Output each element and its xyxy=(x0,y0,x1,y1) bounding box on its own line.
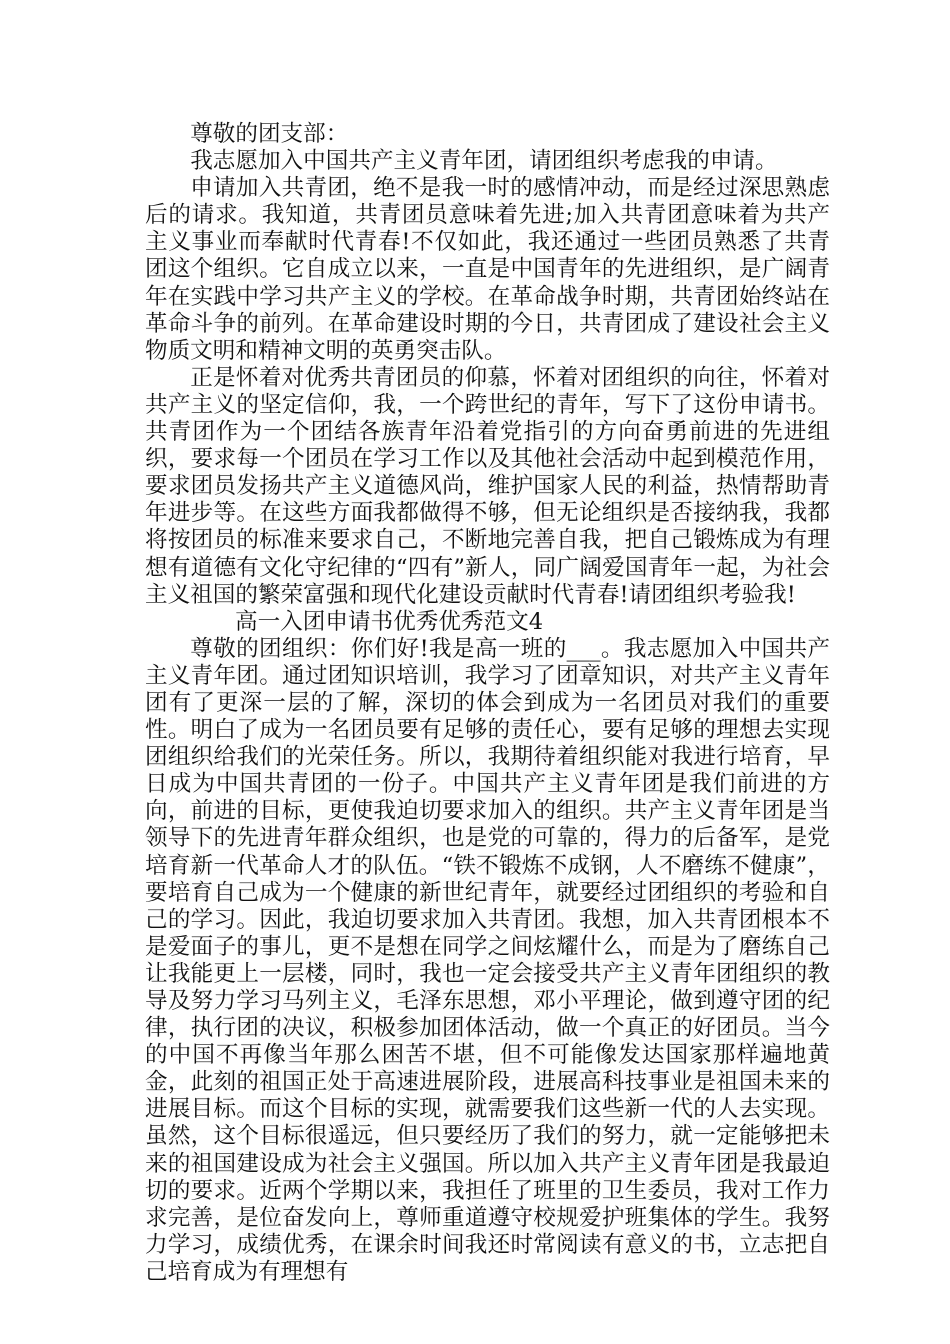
body-paragraph: 尊敬的团组织：你们好!我是高一班的___。我志愿加入中国共产主义青年团。通过团知识培训，我学习了团章知识，对共产主义青年团有了更深一层的了解，深切的体会到成为一名团员对我们的重要性。明白了成为一名团员要有足够的责任心，要有足够的理想去实现团组织给我们的光荣任务。所以，我期待着组织能对我进行培育，早日成为中国共青团的一份子。中国共产主义青年团是我们前进的方向，前进的目标，更使我迫切要求加入的组织。共产主义青年团是当领导下的先进青年群众组织，也是党的可靠的，得力的后备军，是党培育新一代革命人才的队伍。“铁不锻炼不成钢，人不磨练不健康”，要培育自己成为一个健康的新世纪青年，就要经过团组织的考验和自己的学习。因此，我迫切要求加入共青团。我想，加入共青团根本不是爱面子的事儿，更不是想在同学之间炫耀什么，而是为了磨练自己让我能更上一层楼，同时，我也一定会接受共产主义青年团组织的教导及努力学习马列主义，毛泽东思想，邓小平理论，做到遵守团的纪律，执行团的决议，积极参加团体活动，做一个真正的好团员。当今的中国不再像当年那么困苦不堪，但不可能像发达国家那样遍地黄金，此刻的祖国正处于高速进展阶段，进展高科技事业是祖国未来的进展目标。而这个目标的实现，就需要我们这些新一代的人去实现。虽然，这个目标很遥远，但只要经历了我们的努力，就一定能够把未来的祖国建设成为社会主义强国。所以加入共产主义青年团是我最迫切的要求。近两个学期以来，我担任了班里的卫生委员，我对工作力求完善，是位奋发向上，尊师重道遵守校规爱护班集体的学生。我努力学习，成绩优秀，在课余时间我还时常阅读有意义的书，立志把自己培育成为有理想有 xyxy=(145,635,830,1285)
section-title: 高一入团申请书优秀优秀范文4 xyxy=(235,608,544,635)
salutation: 尊敬的团支部： xyxy=(190,121,349,147)
body-paragraph: 申请加入共青团，绝不是我一时的感情冲动，而是经过深思熟虑后的请求。我知道，共青团员意味着先进;加入共青团意味着为共产主义事业而奉献时代青春!不仅如此，我还通过一些团员熟悉了共青团这个组织。它自成立以来，一直是中国青年的先进组织，是广阔青年在实践中学习共产主义的学校。在革命战争时期，共青团始终站在革命斗争的前列。在革命建设时期的今日，共青团成了建设社会主义物质文明和精神文明的英勇突击队。 xyxy=(145,175,830,364)
opening-statement: 我志愿加入中国共产主义青年团，请团组织考虑我的申请。 xyxy=(190,148,778,175)
document-page xyxy=(145,121,830,1286)
body-paragraph: 正是怀着对优秀共青团员的仰慕，怀着对团组织的向往，怀着对共产主义的坚定信仰，我，一个跨世纪的青年，写下了这份申请书。共青团作为一个团结各族青年沿着党指引的方向奋勇前进的先进组织，要求每一个团员在学习工作以及其他社会活动中起到模范作用，要求团员发扬共产主义道德风尚，维护国家人民的利益，热情帮助青年进步等。在这些方面我都做得不够，但无论组织是否接纳我，我都将按团员的标准来要求自己，不断地完善自我，把自己锻炼成为有理想有道德有文化守纪律的“四有”新人，同广阔爱国青年一起，为社会主义祖国的繁荣富强和现代化建设贡献时代青春!请团组织考验我! xyxy=(145,364,830,608)
